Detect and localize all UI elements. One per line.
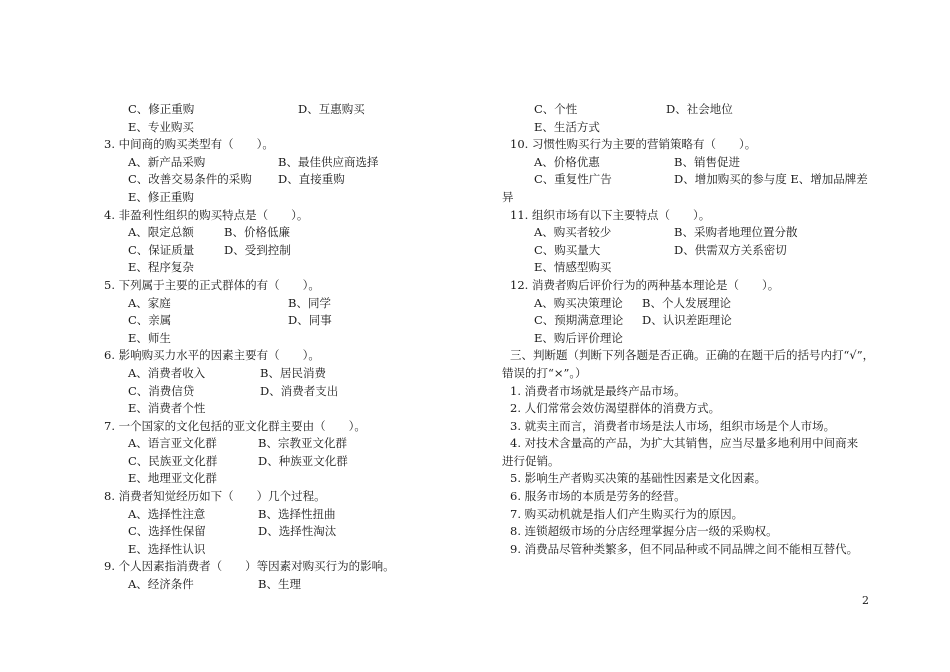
left-line xyxy=(104,101,494,119)
line-text: 3. 就卖主而言，消费者市场是法人市场，组织市场是个人市场。 xyxy=(510,418,836,433)
left-line xyxy=(104,400,494,418)
line-text: 6. 影响购买力水平的因素主要有（ ）。 xyxy=(104,348,320,363)
line-text: A、价格优惠 xyxy=(534,154,600,169)
line-text: 10. 习惯性购买行为主要的营销策略有（ ）。 xyxy=(510,137,757,152)
line-text: 3. 中间商的购买类型有（ ）。 xyxy=(104,137,274,152)
line-text: C、修正重购 xyxy=(128,102,195,116)
left-line xyxy=(104,576,494,594)
right-line xyxy=(502,295,877,313)
right-line xyxy=(502,259,877,277)
right-line xyxy=(502,207,877,225)
line-text: E、修正重购 xyxy=(128,189,194,204)
right-line xyxy=(502,119,877,137)
option-text: D、同事 xyxy=(288,313,332,328)
option-text: D、种族亚文化群 xyxy=(258,453,348,468)
option-text: B、生理 xyxy=(258,577,301,592)
right-column xyxy=(502,101,877,558)
right-line xyxy=(502,453,877,471)
line-text: E、消费者个性 xyxy=(128,401,206,416)
line-text: 5. 下列属于主要的正式群体的有（ ）。 xyxy=(104,277,320,292)
left-line xyxy=(104,207,494,225)
right-line xyxy=(502,400,877,418)
right-line xyxy=(502,541,877,559)
left-line xyxy=(104,295,494,313)
line-text: 8. 消费者知觉经历如下（ ）几个过程。 xyxy=(104,489,326,504)
right-line xyxy=(502,347,877,365)
left-line xyxy=(104,506,494,524)
left-line xyxy=(104,418,494,436)
option-text: D、选择性淘汰 xyxy=(258,524,337,539)
line-text: 7. 一个国家的文化包括的亚文化群主要由（ ）。 xyxy=(104,418,366,433)
right-line xyxy=(502,224,877,242)
line-text: E、购后评价理论 xyxy=(534,330,623,345)
line-text: 12. 消费者购后评价行为的两种基本理论是（ ）。 xyxy=(510,277,780,292)
line-text: C、重复性广告 xyxy=(534,172,612,187)
line-text: E、师生 xyxy=(128,330,171,345)
option-text: D、消费者支出 xyxy=(260,383,339,398)
right-line xyxy=(502,136,877,154)
line-text: 11. 组织市场有以下主要特点（ ）。 xyxy=(510,207,711,222)
line-text: A、限定总额 xyxy=(128,225,194,240)
left-column xyxy=(104,101,494,594)
option-text: D、互惠购买 xyxy=(298,102,365,116)
line-text: A、经济条件 xyxy=(128,577,194,592)
option-text: B、同学 xyxy=(288,295,331,310)
line-text: 9. 消费品尽管种类繁多，但不同品种或不同品牌之间不能相互替代。 xyxy=(510,541,859,556)
line-text: A、购买者较少 xyxy=(534,225,612,240)
line-text: 1. 消费者市场就是最终产品市场。 xyxy=(510,383,686,398)
right-line xyxy=(502,171,877,189)
left-line xyxy=(104,541,494,559)
line-text: 进行促销。 xyxy=(502,453,560,468)
line-text: 8. 连锁超级市场的分店经理掌握分店一级的采购权。 xyxy=(510,524,778,539)
line-text: 4. 非盈利性组织的购买特点是（ ）。 xyxy=(104,207,309,222)
right-line xyxy=(502,330,877,348)
right-line xyxy=(502,470,877,488)
right-line xyxy=(502,101,877,119)
left-line xyxy=(104,470,494,488)
left-line xyxy=(104,189,494,207)
left-line xyxy=(104,435,494,453)
line-text: 2. 人们常常会效仿渴望群体的消费方式。 xyxy=(510,401,721,416)
line-text: 7. 购买动机就是指人们产生购买行为的原因。 xyxy=(510,506,744,521)
left-line xyxy=(104,171,494,189)
line-text: E、程序复杂 xyxy=(128,260,194,275)
right-line xyxy=(502,154,877,172)
left-line xyxy=(104,523,494,541)
line-text: C、保证质量 xyxy=(128,242,195,257)
line-text: C、亲属 xyxy=(128,313,172,328)
left-line xyxy=(104,488,494,506)
option-text: B、最佳供应商选择 xyxy=(278,154,379,169)
option-text: B、居民消费 xyxy=(260,365,326,380)
right-line xyxy=(502,242,877,260)
left-line xyxy=(104,383,494,401)
right-line xyxy=(502,277,877,295)
left-line xyxy=(104,119,494,137)
line-text: A、新产品采购 xyxy=(128,154,206,169)
right-line xyxy=(502,523,877,541)
left-line xyxy=(104,224,494,242)
right-line xyxy=(502,488,877,506)
line-text: A、选择性注意 xyxy=(128,506,206,521)
left-line xyxy=(104,558,494,576)
line-text: 4. 对技术含量高的产品，为扩大其销售，应当尽量多地利用中间商来 xyxy=(510,436,859,451)
left-line xyxy=(104,154,494,172)
line-text: 9. 个人因素指消费者（ ）等因素对购买行为的影响。 xyxy=(104,559,395,574)
line-text: C、改善交易条件的采购 xyxy=(128,172,252,187)
left-line xyxy=(104,347,494,365)
left-line xyxy=(104,365,494,383)
line-text: E、情感型购买 xyxy=(534,260,612,275)
line-text: E、专业购买 xyxy=(128,119,194,134)
right-line xyxy=(502,365,877,383)
line-text: C、选择性保留 xyxy=(128,524,206,539)
left-line xyxy=(104,277,494,295)
line-text: C、个性 xyxy=(534,102,578,116)
option-text: D、社会地位 xyxy=(666,102,733,116)
option-text: B、销售促进 xyxy=(674,154,740,169)
line-text: C、民族亚文化群 xyxy=(128,453,218,468)
line-text: E、地理亚文化群 xyxy=(128,471,217,486)
left-line xyxy=(104,330,494,348)
left-line xyxy=(104,259,494,277)
option-text: B、选择性扭曲 xyxy=(258,506,336,521)
line-text: 6. 服务市场的本质是劳务的经营。 xyxy=(510,489,686,504)
option-text: D、受到控制 xyxy=(224,242,291,257)
line-text: E、选择性认识 xyxy=(128,541,206,556)
line-text: C、预期满意理论 xyxy=(534,313,624,328)
line-text: A、消费者收入 xyxy=(128,365,206,380)
line-text: A、家庭 xyxy=(128,295,171,310)
line-text: 三、判断题（判断下列各题是否正确。正确的在题干后的括号内打“√”， xyxy=(510,348,875,363)
right-line xyxy=(502,506,877,524)
left-line xyxy=(104,136,494,154)
right-line xyxy=(502,312,877,330)
option-text: B、采购者地理位置分散 xyxy=(674,225,798,240)
left-line xyxy=(104,242,494,260)
line-text: A、语言亚文化群 xyxy=(128,436,217,451)
line-text: 5. 影响生产者购买决策的基础性因素是文化因素。 xyxy=(510,471,767,486)
right-line xyxy=(502,189,877,207)
line-text: C、消费信贷 xyxy=(128,383,195,398)
page-number: 2 xyxy=(862,594,869,607)
option-text: D、供需双方关系密切 xyxy=(674,242,787,257)
line-text: E、生活方式 xyxy=(534,119,600,134)
option-text: D、增加购买的参与度 E、增加品牌差 xyxy=(674,172,868,187)
left-line xyxy=(104,453,494,471)
option-text: D、认识差距理论 xyxy=(642,313,732,328)
right-line xyxy=(502,383,877,401)
left-line xyxy=(104,312,494,330)
option-text: B、价格低廉 xyxy=(224,225,290,240)
line-text: 异 xyxy=(502,189,514,204)
option-text: B、个人发展理论 xyxy=(642,295,731,310)
right-line xyxy=(502,418,877,436)
line-text: C、购买量大 xyxy=(534,242,601,257)
option-text: D、直接重购 xyxy=(278,172,345,187)
line-text: 错误的打“×”。） xyxy=(502,365,587,380)
right-line xyxy=(502,435,877,453)
option-text: B、宗教亚文化群 xyxy=(258,436,347,451)
line-text: A、购买决策理论 xyxy=(534,295,623,310)
